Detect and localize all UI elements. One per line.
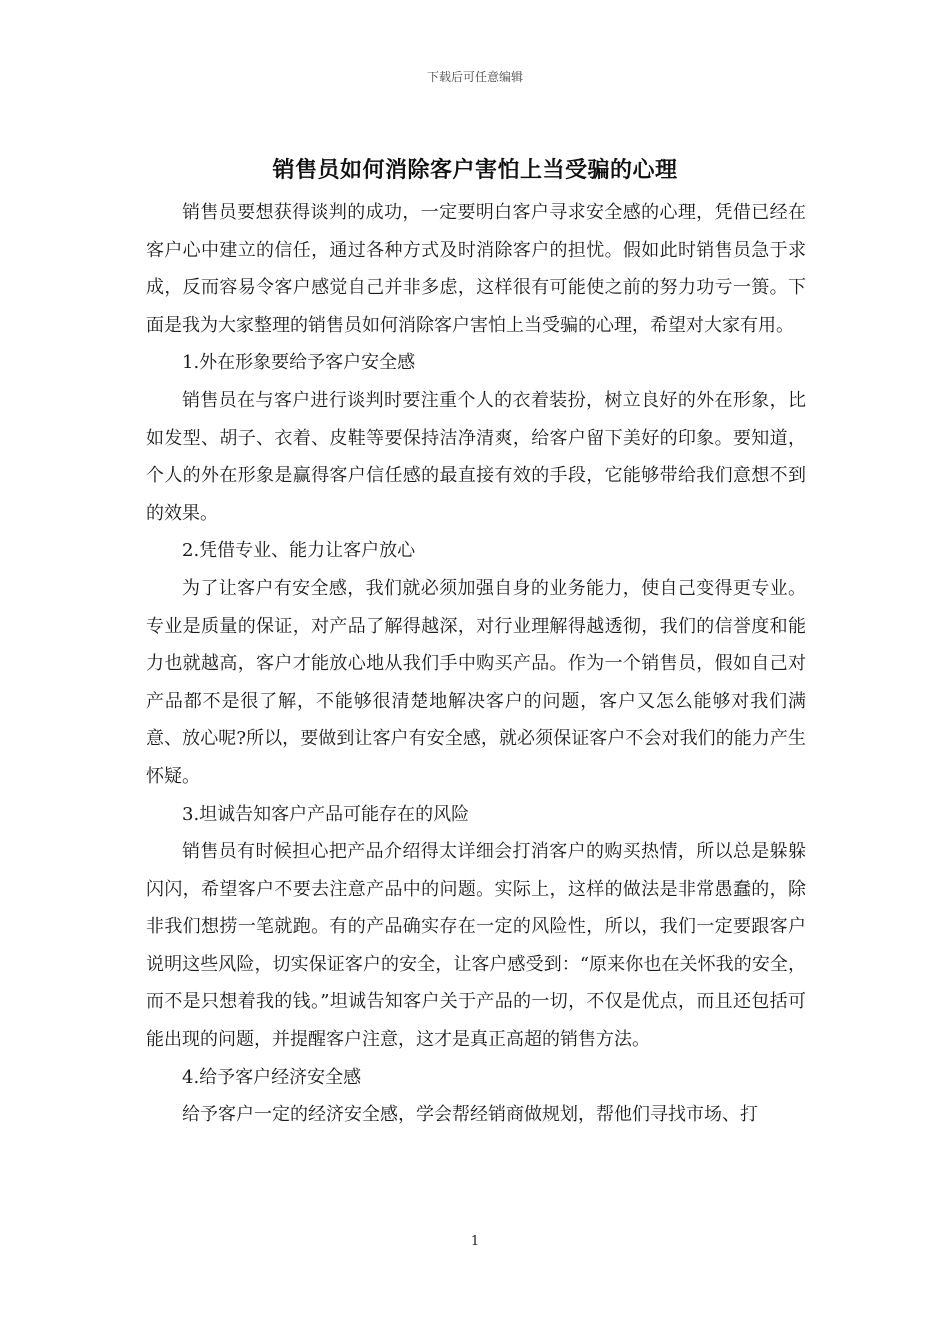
section-paragraph-4: 给予客户一定的经济安全感，学会帮经销商做规划，帮他们寻找市场、打 — [182, 1104, 758, 1126]
header-note: 下载后可任意编辑 — [426, 70, 523, 84]
document-body — [146, 194, 806, 1134]
page-number: 1 — [470, 1234, 480, 1249]
section-heading-1: 1.外在形象要给予客户安全感 — [182, 352, 416, 374]
section-heading-3: 3.坦诚告知客户产品可能存在的风险 — [182, 803, 470, 825]
section-paragraph-2: 为了让客户有安全感，我们就必须加强自身的业务能力，使自己变得更专业。专业是质量的保证，对产品了解得越深，对行业理解得越透彻，我们的信誉度和能力也就越高，客户才能放心地从我们手中购买产品。作为一个销售员，假如自己对产品都不是很了解，不能够很清楚地解决客户的问题，客户又怎么能够对我们满意、放心呢?所以，要做到让客户有安全感，就必须保证客户不会对我们的能力产生怀疑。 — [146, 577, 806, 787]
section-heading-4: 4.给予客户经济安全感 — [182, 1066, 362, 1088]
document-title: 销售员如何消除客户害怕上当受骗的心理 — [272, 158, 678, 183]
section-paragraph-1: 销售员在与客户进行谈判时要注重个人的衣着装扮，树立良好的外在形象，比如发型、胡子、衣着、皮鞋等要保持洁净清爽，给客户留下美好的印象。要知道，个人的外在形象是赢得客户信任感的最直接有效的手段，它能够带给我们意想不到的效果。 — [146, 389, 806, 524]
section-paragraph-3: 销售员有时候担心把产品介绍得太详细会打消客户的购买热情，所以总是躲躲闪闪，希望客户不要去注意产品中的问题。实际上，这样的做法是非常愚蠢的，除非我们想捞一笔就跑。有的产品确实存在一定的风险性，所以，我们一定要跟客户说明这些风险，切实保证客户的安全，让客户感受到：“原来你也在关怀我的安全，而不是只想着我的钱。”坦诚告知客户关于产品的一切，不仅是优点，而且还包括可能出现的问题，并提醒客户注意，这才是真正高超的销售方法。 — [146, 841, 806, 1051]
intro-paragraph: 销售员要想获得谈判的成功，一定要明白客户寻求安全感的心理，凭借已经在客户心中建立的信任，通过各种方式及时消除客户的担忧。假如此时销售员急于求成，反而容易令客户感觉自己并非多虑，这样很有可能使之前的努力功亏一篑。下面是我为大家整理的销售员如何消除客户害怕上当受骗的心理，希望对大家有用。 — [146, 202, 806, 336]
section-heading-2: 2.凭借专业、能力让客户放心 — [182, 540, 416, 562]
